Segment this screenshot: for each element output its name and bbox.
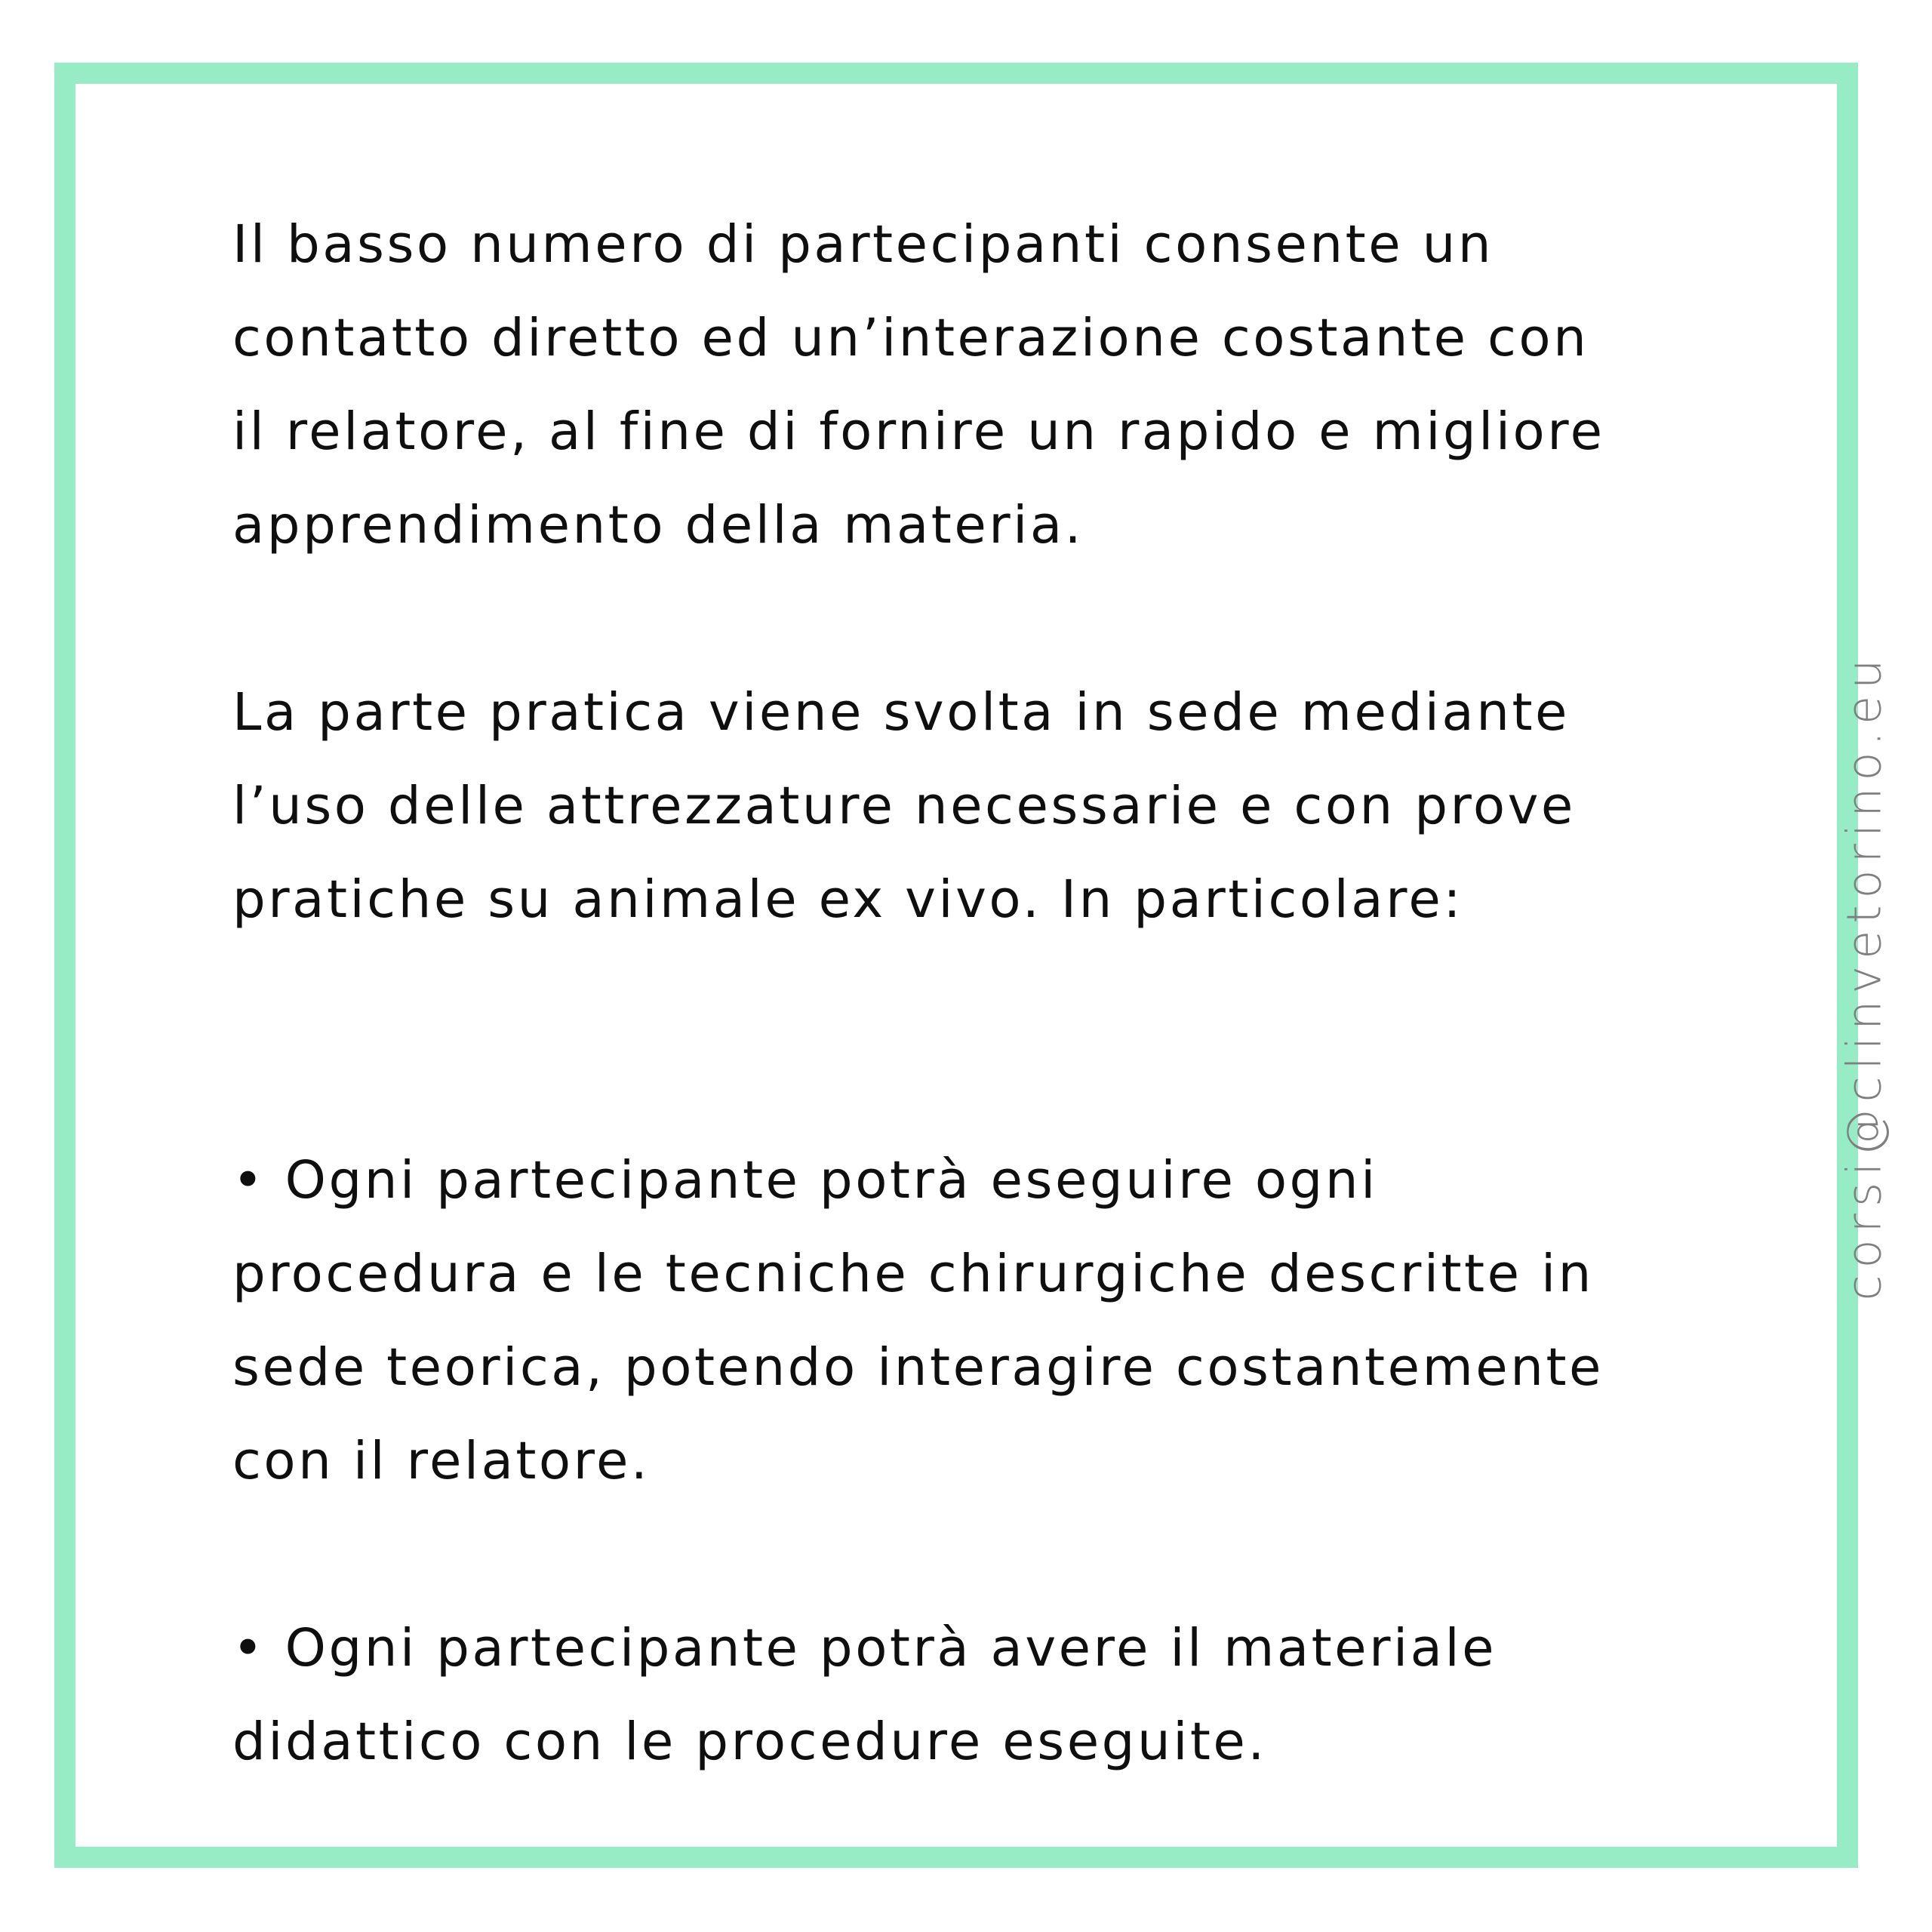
contact-email[interactable]: corsi@clinvetorino.eu	[1836, 652, 1892, 1301]
text-line: contatto diretto ed un’interazione costante con	[232, 308, 1589, 368]
paragraph-practice	[232, 666, 1576, 946]
text-line: pratiche su animale ex vivo. In particolare:	[232, 869, 1464, 930]
text-line: l’uso delle attrezzature necessarie e con prove	[232, 776, 1576, 836]
text-line: sede teorica, potendo interagire costantemente	[232, 1337, 1604, 1398]
text-line: con il relatore.	[232, 1431, 651, 1491]
text-line: • Ogni partecipante potrà avere il materiale	[232, 1618, 1497, 1678]
bullet-item-materials	[232, 1601, 1497, 1789]
text-line: apprendimento della materia.	[232, 495, 1084, 555]
bullet-item-procedures	[232, 1134, 1604, 1508]
text-line: La parte pratica viene svolta in sede mediante	[232, 682, 1570, 743]
text-line: procedura e le tecniche chirurgiche descritte in	[232, 1244, 1594, 1304]
text-line: Il basso numero di partecipanti consente un	[232, 214, 1494, 275]
text-line: • Ogni partecipante potrà eseguire ogni	[232, 1150, 1378, 1211]
text-line: il relatore, al fine di fornire un rapido e migliore	[232, 401, 1605, 462]
paragraph-intro	[232, 198, 1605, 572]
text-line: didattico con le procedure eseguite.	[232, 1712, 1267, 1772]
